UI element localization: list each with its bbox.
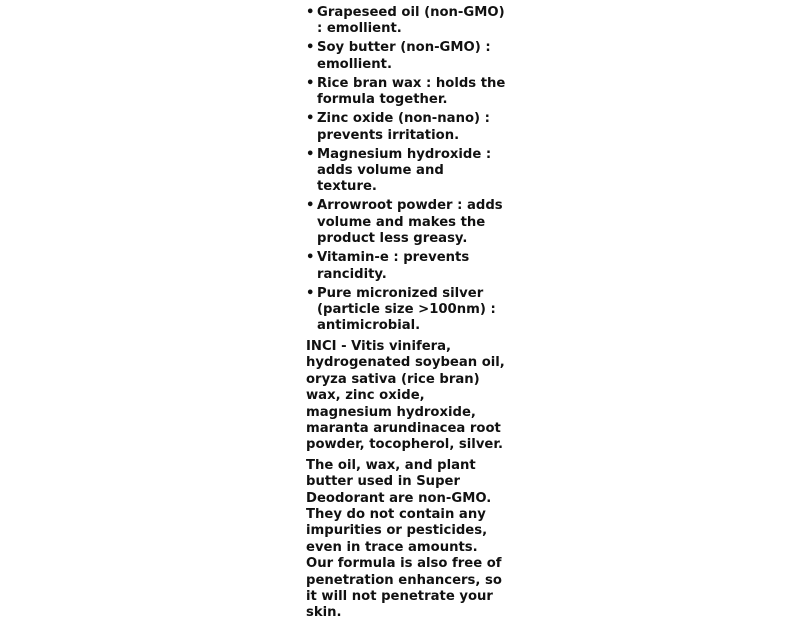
ingredient-text: Magnesium hydroxide : adds volume and texture. [317,146,492,195]
bullet-icon: • [306,75,315,91]
ingredient-item [306,111,506,144]
non-gmo-paragraph: The oil, wax, and plant butter used in Super Deodorant are non-GMO. They do not contain any impurities or pesticides, even in trace amounts. Our formula is also free of penetration enhancers, so it will not penetrate your skin. [306,457,502,621]
ingredient-item [306,5,506,38]
bullet-icon: • [306,250,315,266]
ingredient-item [306,40,506,73]
ingredient-text: Zinc oxide (non-nano) : prevents irritation. [317,111,490,143]
bullet-icon: • [306,146,315,162]
bullet-icon: • [306,198,315,214]
bullet-icon: • [306,285,315,301]
ingredient-item [306,147,506,196]
ingredients-list [306,5,506,335]
ingredient-text: Vitamin-e : prevents rancidity. [317,250,470,282]
ingredient-item [306,286,506,335]
ingredient-text: Soy butter (non-GMO) : emollient. [317,40,491,72]
bullet-icon: • [306,5,315,20]
bullet-icon: • [306,111,315,127]
ingredient-item [306,250,506,283]
ingredient-text: Rice bran wax : holds the formula together. [317,75,506,108]
ingredient-text: Pure micronized silver (particle size >100nm) : antimicrobial. [317,285,496,334]
ingredient-item [306,76,506,109]
ingredient-text: Arrowroot powder : adds volume and makes the product less greasy. [317,198,503,247]
ingredient-text: Grapeseed oil (non-GMO) : emollient. [317,5,505,37]
ingredient-item [306,198,506,247]
product-description [306,5,506,622]
inci-paragraph: INCI - Vitis vinifera, hydrogenated soybean oil, oryza sativa (rice bran) wax, zinc oxide, magnesium hydroxide, maranta arundinacea root powder, tocopherol, silver. [306,338,505,453]
bullet-icon: • [306,40,315,56]
